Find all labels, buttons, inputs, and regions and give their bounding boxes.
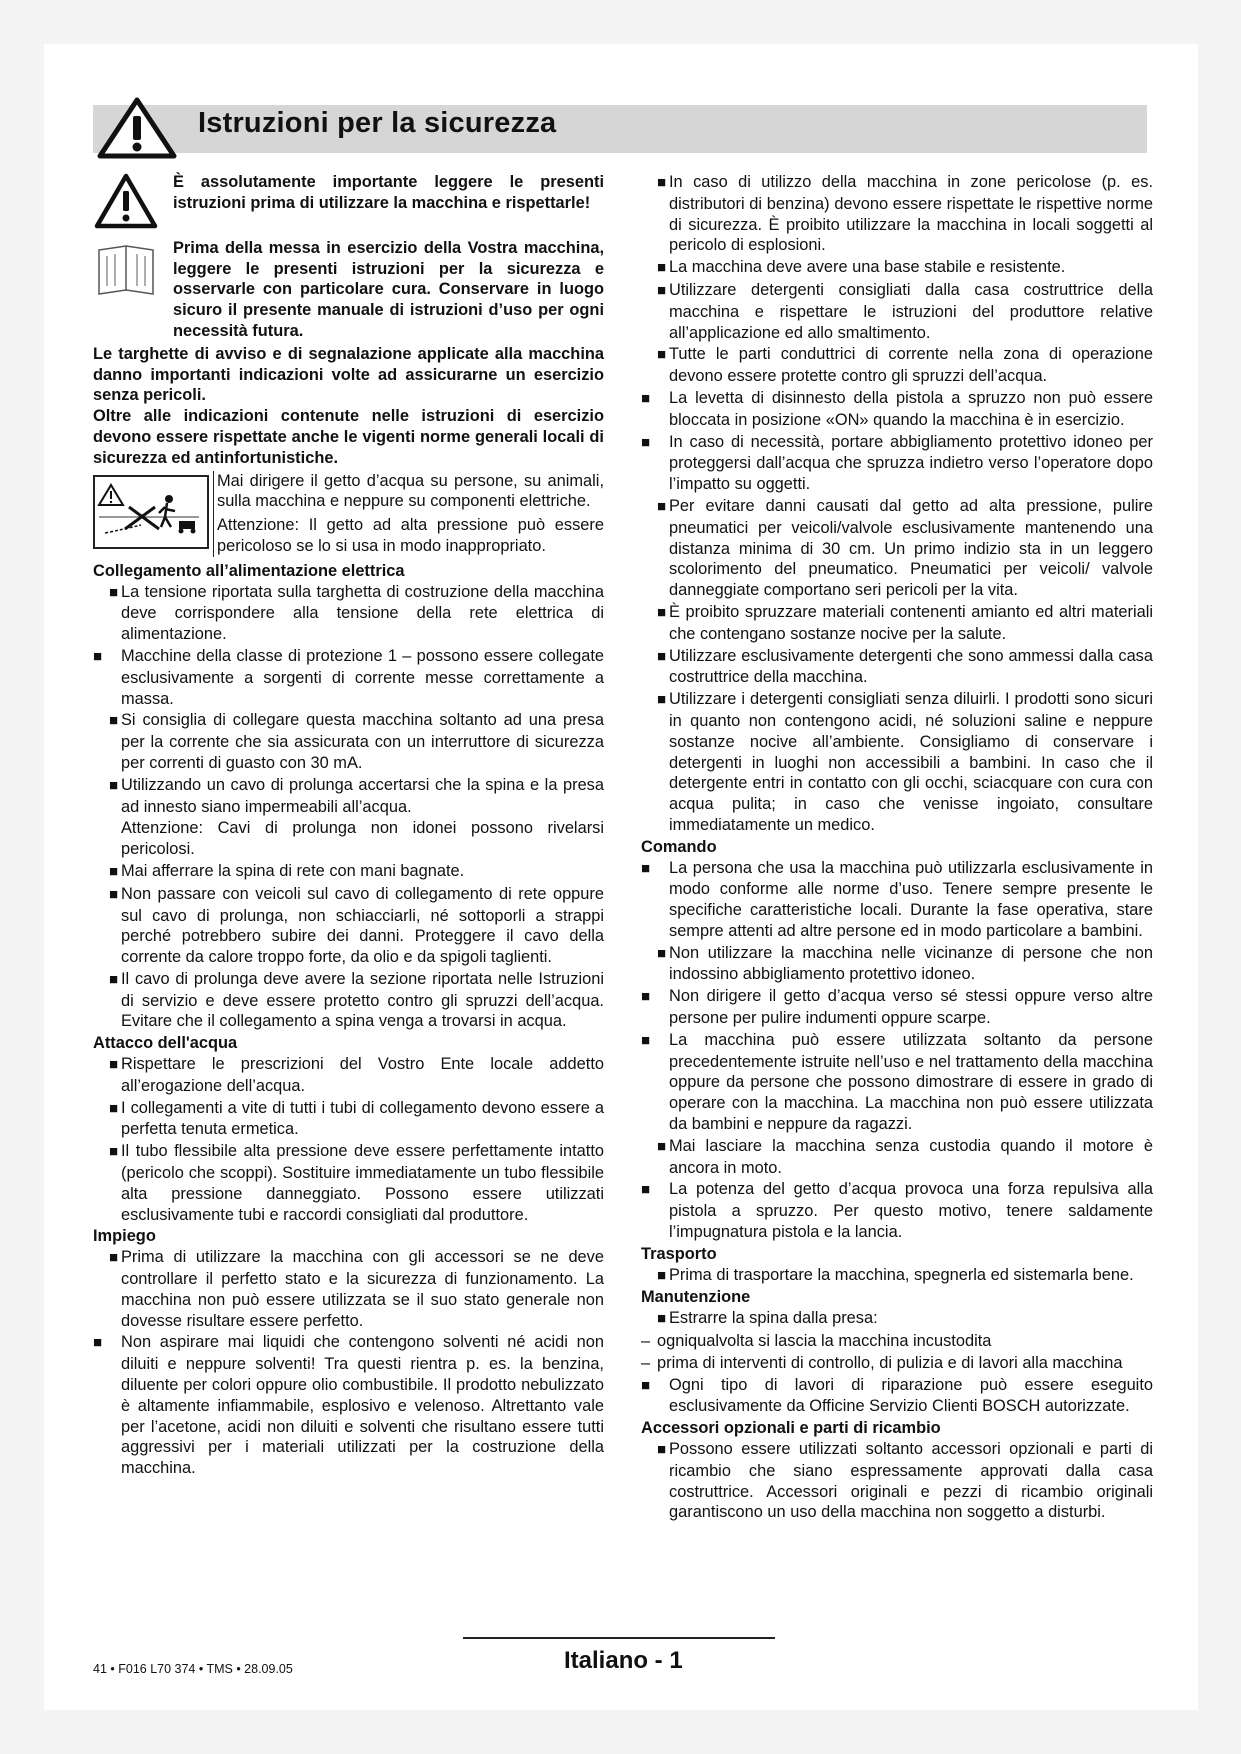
list-item: ■ Macchine della classe di protezione 1 – possono essere collegate esclusivamente a sorgenti di corrente messe correttamente a massa.	[93, 646, 604, 709]
list-item: ■ Il tubo flessibile alta pressione deve essere perfettamente intatto (pericolo che scoppi). Sostituire immediatamente un tubo flessibile alta pressione danneggiato. Possono essere utilizzati esclusivamente tubi e raccordi consigliati dal produttore.	[93, 1141, 604, 1225]
hazard-text	[213, 471, 604, 557]
manual-text: Prima della messa in esercizio della Vostra macchina, leggere le presenti istruzioni per la sicurezza e osservarle con particolare cura. Conservare in luogo sicuro il presente manuale di istruzioni d’uso per ogni necessità futura.	[173, 238, 604, 340]
footer-divider	[463, 1637, 775, 1639]
list-item: ■ Si consiglia di collegare questa macchina soltanto ad una presa per la corrente che sia assicurata con un interruttore di sicurezza per correnti di guasto con 30 mA.	[93, 710, 604, 773]
labels-info: Le targhette di avviso e di segnalazione applicate alla macchina danno importanti indicazioni volte ad assicurarne un esercizio senza pericoli.	[93, 344, 604, 405]
list-item: ■ Ogni tipo di lavori di riparazione può essere eseguito esclusivamente da Officine Servizio Clienti BOSCH autorizzate.	[641, 1375, 1153, 1418]
list-item: ■ Possono essere utilizzati soltanto accessori opzionali e parti di ricambio che siano espressamente approvati dalla casa costruttrice. Accessori originali e pezzi di ricambio originali garantiscono un uso della macchina non soggetto a disturbi.	[641, 1439, 1153, 1523]
book-icon	[93, 238, 173, 304]
warning-small-icon	[93, 172, 173, 236]
section-heading-maintenance: Manutenzione	[641, 1288, 751, 1307]
page-number: Italiano - 1	[564, 1647, 683, 1674]
list-item: ■ Prima di utilizzare la macchina con gli accessori se ne deve controllare il perfetto stato e la sicurezza di funzionamento. La macchina non può essere utilizzata se il suo stato generale non dovesse risultare essere perfetto.	[93, 1247, 604, 1331]
hazard-notice	[93, 471, 604, 557]
list-item: ■ Utilizzando un cavo di prolunga accertarsi che la spina e la presa ad innesto siano impermeabili all’acqua.	[93, 775, 604, 818]
dash-item: – ogniqualvolta si lascia la macchina incustodita	[641, 1331, 1153, 1352]
list-item: ■ I collegamenti a vite di tutti i tubi di collegamento devono essere a perfetta tenuta ermetica.	[93, 1098, 604, 1141]
list-item: ■ La levetta di disinnesto della pistola a spruzzo non può essere bloccata in posizione «ON» quando la macchina è in esercizio.	[641, 388, 1153, 431]
list-item: ■ Utilizzare esclusivamente detergenti che sono ammessi dalla casa costruttrice della macchina.	[641, 646, 1153, 689]
list-item: ■ Mai lasciare la macchina senza custodia quando il motore è ancora in moto.	[641, 1136, 1153, 1179]
list-item: ■ La persona che usa la macchina può utilizzarla esclusivamente in modo conforme alle norme d’uso. Tenere sempre presente le specifiche caratteristiche locali. Durante la fase operativa, stare sempre attenti ad altre persone ed in modo particolare a bambini.	[641, 858, 1153, 942]
section-heading-transport: Trasporto	[641, 1244, 717, 1263]
list-item: ■ Non dirigere il getto d’acqua verso sé stessi oppure verso altre persone per pulire indumenti oppure scarpe.	[641, 986, 1153, 1029]
list-item: ■ La tensione riportata sulla targhetta di costruzione della macchina deve corrispondere alla tensione della rete elettrica di alimentazione.	[93, 582, 604, 645]
hazard-text-1: Mai dirigere il getto d’acqua su persone, su animali, sulla macchina e neppure su componenti elettriche.	[217, 471, 604, 511]
spray-hazard-pictogram-icon	[93, 475, 209, 549]
list-item: ■ Rispettare le prescrizioni del Vostro Ente locale addetto all’erogazione dell’acqua.	[93, 1054, 604, 1097]
rules-info: Oltre alle indicazioni contenute nelle istruzioni di esercizio devono essere rispettate anche le vigenti norme generali locali di sicurezza ed antinfortunistiche.	[93, 407, 604, 467]
important-text: È assolutamente importante leggere le presenti istruzioni prima di utilizzare la macchina e rispettarle!	[173, 173, 604, 212]
list-item: ■ In caso di utilizzo della macchina in zone pericolose (p. es. distributori di benzina) devono essere rispettate le rispettive norme di sicurezza. È proibito utilizzare la macchina in locali soggetti al pericolo di esplosioni.	[641, 172, 1153, 256]
important-notice	[93, 172, 604, 236]
list-item: ■ Non aspirare mai liquidi che contengono solventi né acidi non diluiti e neppure solventi! Tra questi rientra p. es. la benzina, diluente per colori oppure olio combustibile. Il prodotto nebulizzato è altamente infiammabile, esplosivo e velenoso. Altrettanto vale per l’acetone, acidi non diluiti e solventi che risultano essere tutti aggressivi per i materiali utilizzati per la costruzione della macchina.	[93, 1332, 604, 1479]
list-item: ■ Utilizzare i detergenti consigliati senza diluirli. I prodotti sono sicuri in quanto non contengono acidi, né soluzioni saline e neppure sostanze nocive all’ambiente. Consigliamo di conservare i detergenti in luoghi non accessibili a bambini. In caso che il detergente entri in contatto con gli occhi, sciacquare con cura con acqua pulita; in caso che venisse ingoiato, consultare immediatamente un medico.	[641, 689, 1153, 836]
manual-notice	[93, 238, 604, 342]
section-heading-electric: Collegamento all’alimentazione elettrica	[93, 561, 405, 580]
list-item: ■ Estrarre la spina dalla presa:	[641, 1308, 1153, 1330]
list-item: ■ Prima di trasportare la macchina, spegnerla ed sistemarla bene.	[641, 1265, 1153, 1287]
right-column	[641, 172, 1153, 1524]
list-item: ■ In caso di necessità, portare abbigliamento protettivo idoneo per proteggersi dall’acqua che spruzza indietro verso l’operatore dopo l’impatto su oggetti.	[641, 432, 1153, 495]
list-item: ■ Il cavo di prolunga deve avere la sezione riportata nelle Istruzioni di servizio e deve essere protetto contro gli spruzzi dell’acqua. Evitare che il collegamento a spina venga a trovarsi in acqua.	[93, 969, 604, 1032]
footer-code: 41 • F016 L70 374 • TMS • 28.09.05	[93, 1662, 293, 1676]
list-item: ■ Non utilizzare la macchina nelle vicinanze di persone che non indossino abbigliamento protettivo idoneo.	[641, 943, 1153, 986]
list-item: ■ La macchina può essere utilizzata soltanto da persone precedentemente istruite nell’uso e nel trattamento della macchina oppure da persone che possono dimostrare di essere in grado di operare con la macchina. La macchina non può essere utilizzata da bambini e neppure da ragazzi.	[641, 1030, 1153, 1135]
list-item: ■ La potenza del getto d’acqua provoca una forza repulsiva alla pistola a spruzzo. Per questo motivo, tenere saldamente l’impugnatura pistola e la lancia.	[641, 1179, 1153, 1242]
warning-triangle-icon	[92, 96, 182, 160]
list-item: ■ Per evitare danni causati dal getto ad alta pressione, pulire pneumatici per veicoli/valvole esclusivamente mantenendo una distanza minima di 30 cm. Un primo indizio sta in un leggero scolorimento del pneumatico. Pneumatici per veicoli/ valvole danneggiate comportano seri pericoli per la vita.	[641, 496, 1153, 601]
section-heading-use: Impiego	[93, 1227, 156, 1246]
section-heading-water: Attacco dell'acqua	[93, 1034, 238, 1053]
list-item: ■ È proibito spruzzare materiali contenenti amianto ed altri materiali che contengano sostanze nocive per la salute.	[641, 602, 1153, 645]
dash-item: – prima di interventi di controllo, di pulizia e di lavori alla macchina	[641, 1353, 1153, 1374]
list-item: ■ Mai afferrare la spina di rete con mani bagnate.	[93, 861, 604, 883]
list-item: ■ Tutte le parti conduttrici di corrente nella zona di operazione devono essere protette contro gli spruzzi dell’acqua.	[641, 344, 1153, 387]
section-heading-parts: Accessori opzionali e parti di ricambio	[641, 1419, 941, 1438]
left-column	[93, 172, 604, 1480]
list-item-note: Attenzione: Cavi di prolunga non idonei possono rivelarsi pericolosi.	[121, 819, 604, 859]
list-item: ■ La macchina deve avere una base stabile e resistente.	[641, 257, 1153, 279]
hazard-text-2: Attenzione: Il getto ad alta pressione può essere pericoloso se lo si usa in modo inappropriato.	[217, 516, 604, 555]
page-title: Istruzioni per la sicurezza	[198, 107, 557, 139]
section-heading-command: Comando	[641, 837, 717, 856]
list-item: ■ Utilizzare detergenti consigliati dalla casa costruttrice della macchina e rispettare le istruzioni del produttore relative all’applicazione ed allo smaltimento.	[641, 280, 1153, 343]
list-item: ■ Non passare con veicoli sul cavo di collegamento di rete oppure sul cavo di prolunga, non schiacciarli, né sottoporli a strappi perché potrebbero subire dei danni. Proteggere il cavo della corrente da calore troppo forte, da olio e da spigoli taglienti.	[93, 884, 604, 968]
